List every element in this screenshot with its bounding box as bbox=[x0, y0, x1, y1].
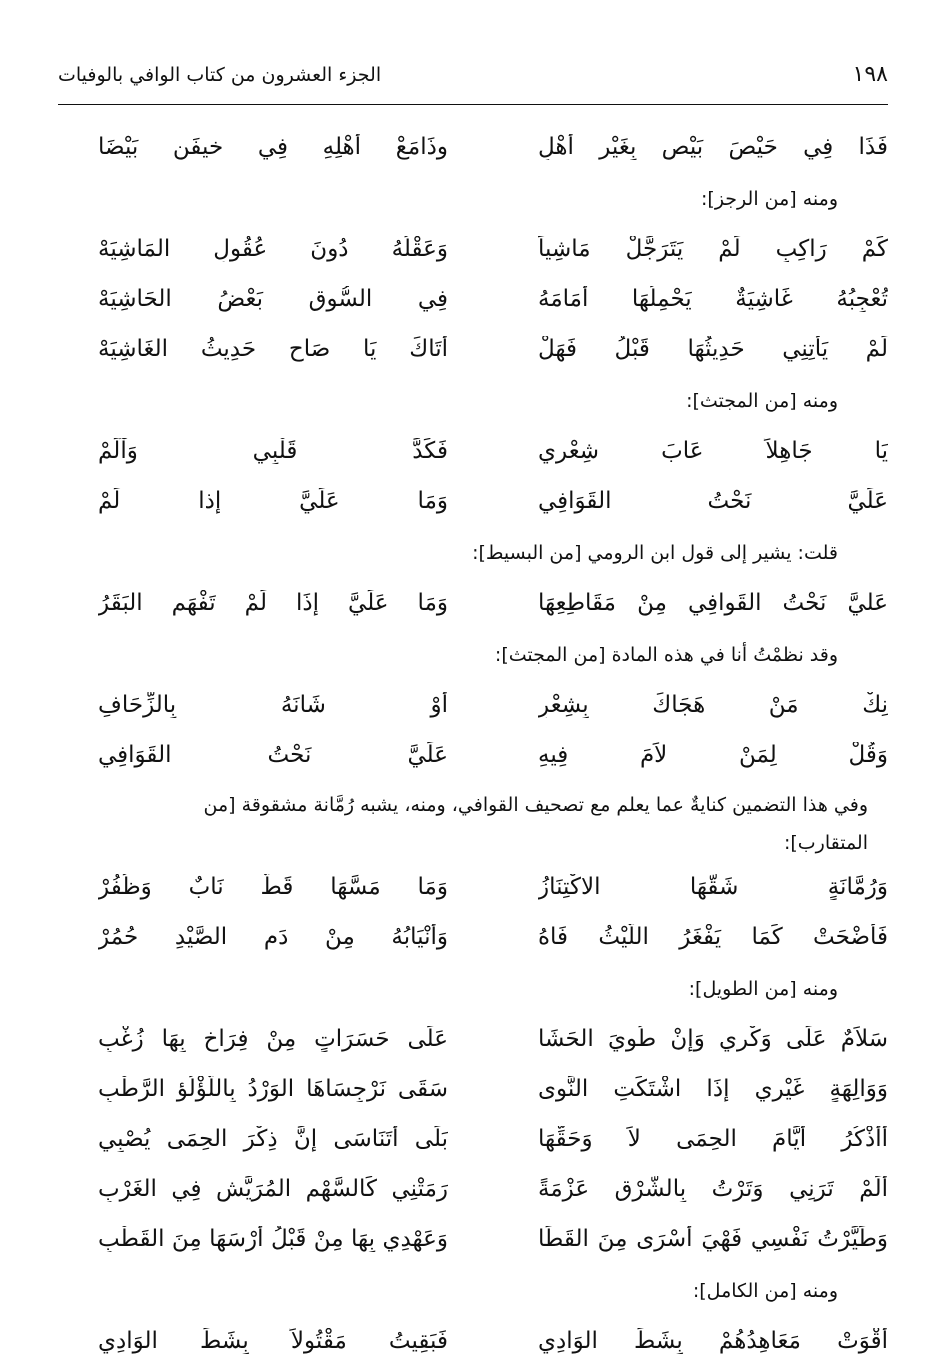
verse-first-hemistich: وَطَيَّرْتُ نَفْسِي فَهْيَ أَسْرَى مِنَ القَطَا bbox=[538, 1226, 888, 1252]
verse-first-hemistich: فَأَضْحَتْ كَمَا يَفْغَرُ اللَّيْثُ فَاهُ bbox=[538, 924, 888, 950]
verse-first-hemistich: نِكْ مَنْ هَجَاكَ بِشِعْرٍ bbox=[538, 692, 888, 718]
verse-second-hemistich: فَكَدَّ قَلْبِي وَآلَمْ bbox=[98, 438, 448, 464]
verse-second-hemistich: بَلَى أَتَنَاسَى إِنَّ ذِكْرَ الحِمَى يُصْبِي bbox=[98, 1126, 448, 1152]
verse-line bbox=[52, 1018, 888, 1068]
prose-line: المتقارب]: bbox=[783, 832, 868, 854]
verse-line bbox=[52, 684, 888, 734]
verse-first-hemistich: عَلَيَّ نَحْتُ القَوَافِي bbox=[538, 488, 888, 514]
section-intro: ومنه [من الكامل]: bbox=[692, 1280, 838, 1302]
page-number: ١٩٨ bbox=[852, 62, 888, 87]
verse-second-hemistich: وذَامَعْ أَهْلِهِ فِي خيفَنِ بَيْضَا bbox=[98, 134, 448, 160]
verse-first-hemistich: فَذَا فِي حَيْصَ بَيْصِ بِغَيْرِ أَهْلٍ bbox=[538, 134, 888, 160]
verse-line bbox=[52, 228, 888, 278]
verse-second-hemistich: وَعَهْدِي بِهَا مِنْ قَبْلُ أَرْسَهَا مِنَ القَطْبِ bbox=[98, 1226, 448, 1252]
verse-first-hemistich: أَلَمْ تَرَنِي وَتَرْتُ بِالشَّرْقِ عَزْمَةً bbox=[538, 1176, 888, 1202]
verse-second-hemistich: وَعَقْلُهُ دُونَ عُقُولِ المَاشِيَهْ bbox=[98, 236, 448, 262]
verse-first-hemistich: سَلاَمٌ عَلَى وَكْرِي وَإِنْ طُوِيَ الحَشَا bbox=[538, 1026, 888, 1052]
verse-second-hemistich: وَمَا عَلَيَّ إذا لَمْ bbox=[98, 488, 448, 514]
verse-line bbox=[52, 734, 888, 784]
verse-line bbox=[52, 126, 888, 176]
verse-line bbox=[52, 278, 888, 328]
verse-first-hemistich: يَا جَاهِلاً عَابَ شِعْرِي bbox=[538, 438, 888, 464]
verse-line bbox=[52, 430, 888, 480]
page-body bbox=[52, 126, 888, 1370]
verse-first-hemistich: أَقْوَتْ مَعَاهِدُهُمْ بِشَطِّ الوَادِي bbox=[538, 1328, 888, 1354]
prose-line: وفي هذا التضمين كنايةٌ عما يعلم مع تصحيف القوافي، ومنه، يشبه رُمَّانة مشقوقة [من bbox=[203, 794, 868, 816]
verse-first-hemistich: أَأَذْكُرُ أَيَّامَ الحِمَى لاَ وَحَقِّهَا bbox=[538, 1126, 888, 1152]
page-header bbox=[58, 60, 888, 105]
verse-second-hemistich: فَبَقِيتُ مَقْتُولاً بِشَطِّ الوَادِي bbox=[98, 1328, 448, 1354]
verse-second-hemistich: أَتَاكَ يَا صَاحِ حَدِيثُ الغَاشِيَهْ bbox=[98, 336, 448, 362]
section-intro: ومنه [من الطويل]: bbox=[688, 978, 838, 1000]
verse-second-hemistich: أَوْ شَانَهُ بِالزِّحَافِ bbox=[98, 692, 448, 718]
verse-line bbox=[52, 582, 888, 632]
section-intro: ومنه [من المجتث]: bbox=[686, 390, 838, 412]
section-intro: قلت: يشير إلى قول ابن الرومي [من البسيط]: bbox=[472, 542, 838, 564]
verse-first-hemistich: لَمْ يَأْتِنِي حَدِيثُهَا قَبْلُ فَهَلْ bbox=[538, 336, 888, 362]
verse-line bbox=[52, 328, 888, 378]
verse-first-hemistich: وَقُلْ لِمَنْ لاَمَ فِيهِ bbox=[538, 742, 888, 768]
verse-first-hemistich: تُعْجِبُهُ غَاشِيَةٌ يَحْمِلُهَا أَمَامَهُ bbox=[538, 286, 888, 312]
verse-line bbox=[52, 1118, 888, 1168]
verse-line bbox=[52, 916, 888, 966]
verse-second-hemistich: سَقَى نَرْجِسَاهَا الوَرْدُ بِاللُّؤْلُؤِ الرَّطْبِ bbox=[98, 1076, 448, 1102]
verse-second-hemistich: فِي السُّوقِ بَعْضُ الحَاشِيَهْ bbox=[98, 286, 448, 312]
verse-first-hemistich: كَمْ رَاكِبٍ لَمْ يَتَرَجَّلْ مَاشِياً bbox=[538, 236, 888, 262]
section-intro: وقد نظمْتُ أنا في هذه المادة [من المجتث]: bbox=[494, 644, 838, 666]
verse-first-hemistich: وَوَالِهَةٍ غَيْرِي إِذَا اشْتَكَتِ النَّوى bbox=[538, 1076, 888, 1102]
verse-second-hemistich: رَمَتْنِي كَالسَّهْمِ المُرَيَّشِ فِي الغَرْبِ bbox=[98, 1176, 448, 1202]
verse-second-hemistich: وَمَا عَلَيَّ إذَا لَمْ تَفْهَمِ البَقَرُ bbox=[98, 590, 448, 616]
verse-line bbox=[52, 1168, 888, 1218]
verse-line bbox=[52, 1068, 888, 1118]
verse-first-hemistich: عَليَّ نَحْتُ القَوافِي مِنْ مَقَاطِعِهَا bbox=[538, 590, 888, 616]
verse-line bbox=[52, 480, 888, 530]
verse-line bbox=[52, 1320, 888, 1370]
verse-second-hemistich: عَلَيَّ نَحْتُ القَوَافِي bbox=[98, 742, 448, 768]
prose-paragraph bbox=[52, 786, 888, 862]
verse-line bbox=[52, 1218, 888, 1268]
verse-second-hemistich: عَلَى حَسَرَاتٍ مِنْ فِرَاخٍ بِهَا زُغْبِ bbox=[98, 1026, 448, 1052]
verse-first-hemistich: وَرُمَّانَةٍ شَقَّهَا الاكْتِنَازُ bbox=[538, 874, 888, 900]
verse-second-hemistich: وَأَنْيَابُهُ مِنْ دَمِ الصَّيْدِ حُمُرْ bbox=[98, 924, 448, 950]
verse-line bbox=[52, 866, 888, 916]
running-title: الجزء العشرون من كتاب الوافي بالوفيات bbox=[58, 64, 382, 86]
verse-second-hemistich: وَمَا مَسَّهَا قَطُّ نَابٌ وَظُفُرْ bbox=[98, 874, 448, 900]
section-intro: ومنه [من الرجز]: bbox=[701, 188, 838, 210]
